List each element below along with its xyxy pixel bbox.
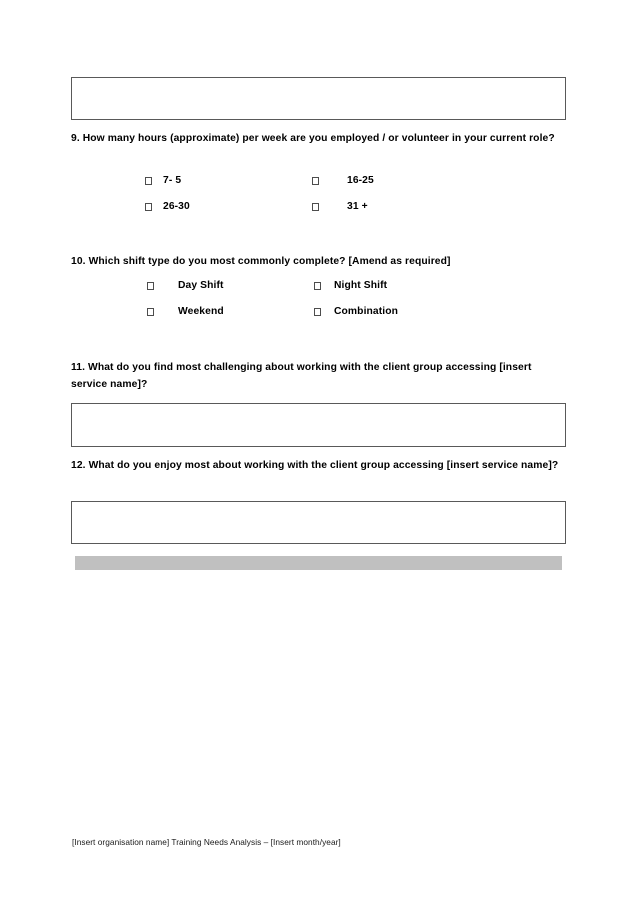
grey-divider-bar: [75, 556, 562, 570]
option-label: Combination: [334, 306, 399, 317]
option-q10-night-shift[interactable]: [314, 279, 387, 292]
option-row: [0, 305, 636, 331]
option-label: Weekend: [178, 306, 224, 317]
option-q10-day-shift[interactable]: [147, 279, 224, 292]
question-10-text: 10. Which shift type do you most commonly complete? [Amend as required]: [71, 256, 451, 267]
page-footer: [Insert organisation name] Training Needs Analysis – [Insert month/year]: [72, 837, 341, 847]
checkbox-icon[interactable]: [314, 308, 321, 316]
option-q9-26-30[interactable]: [145, 200, 190, 213]
answer-box-question-12[interactable]: [71, 501, 566, 544]
option-q9-16-25[interactable]: [312, 174, 374, 187]
option-label: 16-25: [347, 175, 374, 186]
checkbox-icon[interactable]: [147, 282, 154, 290]
checkbox-icon[interactable]: [147, 308, 154, 316]
option-label: Night Shift: [334, 280, 388, 291]
checkbox-icon[interactable]: [145, 177, 152, 185]
answer-box-top[interactable]: [71, 77, 566, 120]
option-label: Day Shift: [178, 280, 224, 291]
option-row: [0, 279, 636, 305]
option-q10-combination[interactable]: [314, 305, 398, 318]
option-label: 31 +: [347, 201, 368, 212]
option-row: [0, 200, 636, 226]
question-11-text: 11. What do you find most challenging about working with the client group accessing [insert service name]?: [71, 362, 532, 390]
option-row: [0, 174, 636, 200]
checkbox-icon[interactable]: [312, 203, 319, 211]
checkbox-icon[interactable]: [145, 203, 152, 211]
question-9-text: 9. How many hours (approximate) per week are you employed / or volunteer in your current role?: [71, 133, 555, 144]
option-label: 26-30: [163, 201, 190, 212]
option-q10-weekend[interactable]: [147, 305, 224, 318]
option-label: 7- 5: [163, 175, 182, 186]
checkbox-icon[interactable]: [312, 177, 319, 185]
question-9-options: [0, 174, 636, 226]
option-q9-31-plus[interactable]: [312, 200, 368, 213]
question-12-text: 12. What do you enjoy most about working with the client group accessing [insert service name]?: [71, 460, 559, 471]
checkbox-icon[interactable]: [314, 282, 321, 290]
answer-box-question-11[interactable]: [71, 403, 566, 447]
question-10-options: [0, 279, 636, 331]
option-q9-7-15[interactable]: [145, 174, 181, 187]
